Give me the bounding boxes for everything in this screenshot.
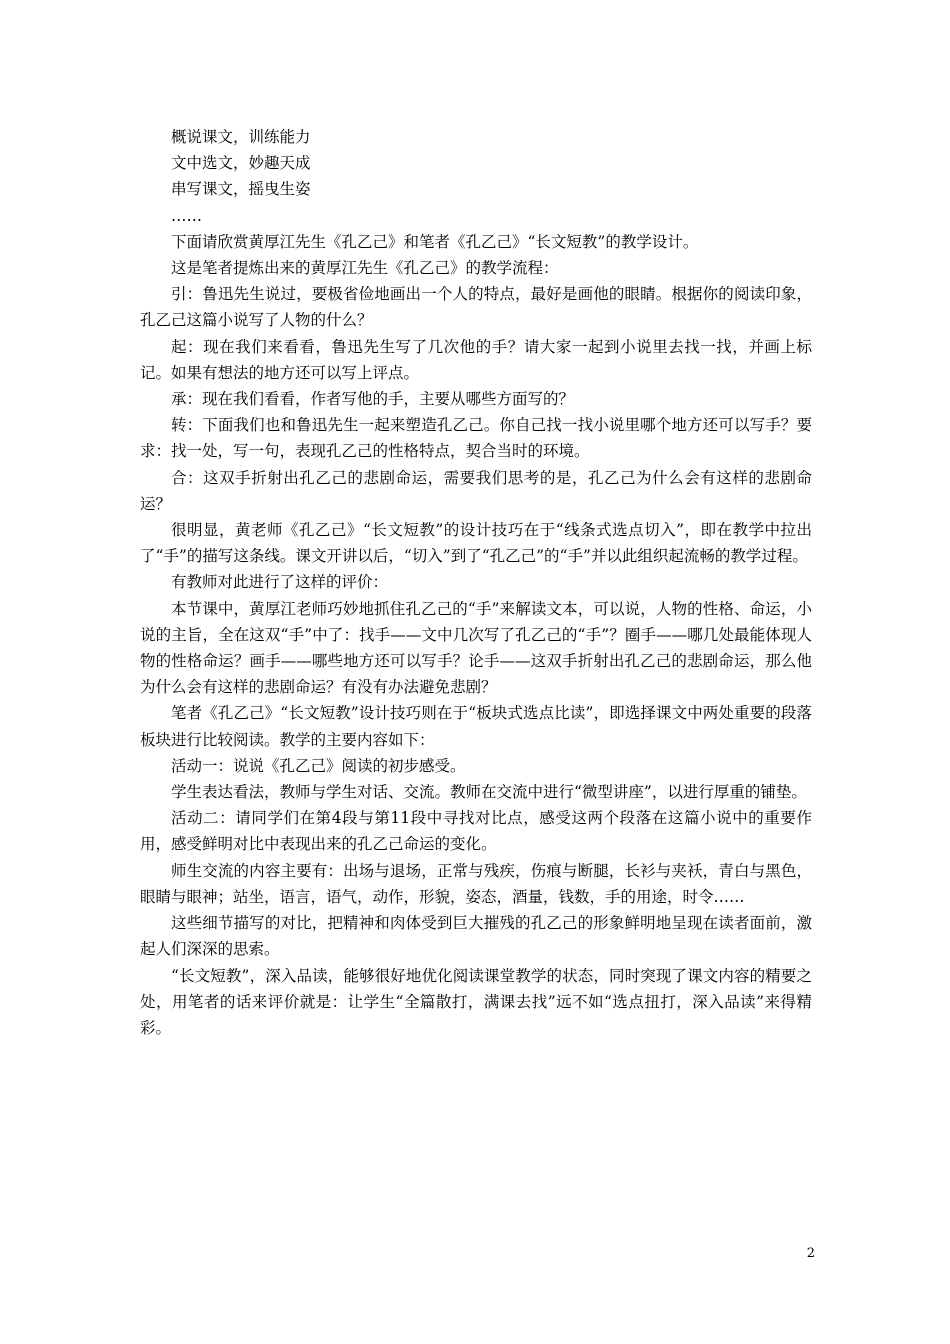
paragraph-17: 学生表达看法，教师与学生对话、交流。教师在交流中进行“微型讲座”，以进行厚重的铺垫。: [171, 783, 807, 802]
paragraph-14: 本节课中，黄厚江老师巧妙地抓住孔乙己的“手”来解读文本，可以说，人物的性格、命运，小说的主旨，全在这双“手”中了：找手——文中几次写了孔乙己的“手”？圈手——哪几处最能体现人物的性格命运？画手——哪些地方还可以写手？论手——这双手折射出孔乙己的悲剧命运，那么他为什么会有这样的悲剧命运？有没有办法避免悲剧？: [140, 599, 812, 697]
paragraph-12: 很明显，黄老师《孔乙己》“长文短教”的设计技巧在于“线条式选点切入”，即在教学中拉出了“手”的描写这条线。课文开讲以后，“切入”到了“孔乙己”的“手”并以此组织起流畅的教学过程。: [140, 521, 812, 566]
paragraph-16: 活动一：说说《孔乙己》阅读的初步感受。: [171, 756, 466, 775]
paragraph-1: 概说课文，训练能力: [171, 128, 311, 146]
page-number: 2: [806, 1246, 815, 1261]
paragraph-18: 活动二：请同学们在第4段与第11段中寻找对比点，感受这两个段落在这篇小说中的重要作用，感受鲜明对比中表现出来的孔乙己命运的变化。: [140, 809, 812, 854]
paragraph-10: 转：下面我们也和鲁迅先生一起来塑造孔乙己。你自己找一找小说里哪个地方还可以写手？要求：找一处，写一句，表现孔乙己的性格特点，契合当时的环境。: [140, 416, 812, 461]
paragraph-15: 笔者《孔乙己》“长文短教”设计技巧则在于“板块式选点比读”，即选择课文中两处重要的段落板块进行比较阅读。教学的主要内容如下：: [140, 704, 812, 749]
paragraph-13: 有教师对此进行了这样的评价：: [171, 573, 389, 592]
body-text: [140, 124, 812, 1041]
paragraph-7: 引：鲁迅先生说过，要极省俭地画出一个人的特点，最好是画他的眼睛。根据你的阅读印象，孔乙己这篇小说写了人物的什么？: [140, 285, 812, 330]
paragraph-5: 下面请欣赏黄厚江先生《孔乙己》和笔者《孔乙己》“长文短教”的教学设计。: [171, 232, 699, 251]
paragraph-20: 这些细节描写的对比，把精神和肉体受到巨大摧残的孔乙己的形象鲜明地呈现在读者面前，激起人们深深的思索。: [140, 914, 812, 959]
paragraph-19: 师生交流的内容主要有：出场与退场，正常与残疾，伤痕与断腿，长衫与夹袄，青白与黑色，眼睛与眼神；站坐，语言，语气，动作，形貌，姿态，酒量，钱数，手的用途，时令……: [140, 861, 812, 906]
paragraph-11: 合：这双手折射出孔乙己的悲剧命运，需要我们思考的是，孔乙己为什么会有这样的悲剧命运？: [140, 468, 812, 513]
paragraph-2: 文中选文，妙趣天成: [171, 154, 311, 173]
paragraph-4: ……: [171, 206, 202, 225]
paragraph-9: 承：现在我们看看，作者写他的手，主要从哪些方面写的？: [171, 390, 575, 409]
paragraph-21: “长文短教”，深入品读，能够很好地优化阅读课堂教学的状态，同时突现了课文内容的精要之处，用笔者的话来评价就是：让学生“全篇散打，满课去找”远不如“选点扭打，深入品读”来得精彩。: [140, 966, 812, 1037]
paragraph-3: 串写课文，摇曳生姿: [171, 180, 311, 199]
paragraph-6: 这是笔者提炼出来的黄厚江先生《孔乙己》的教学流程：: [171, 259, 559, 278]
paragraph-8: 起：现在我们来看看，鲁迅先生写了几次他的手？请大家一起到小说里去找一找，并画上标记。如果有想法的地方还可以写上评点。: [140, 337, 812, 382]
